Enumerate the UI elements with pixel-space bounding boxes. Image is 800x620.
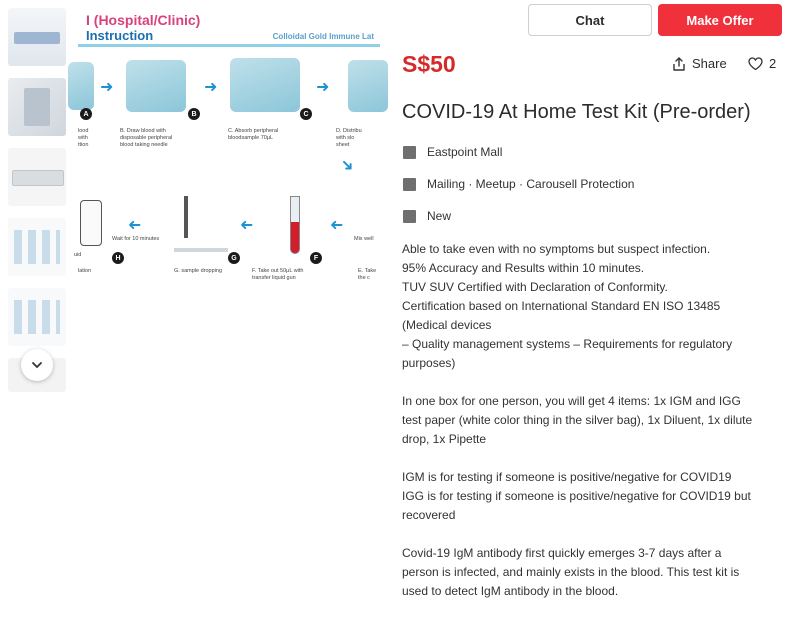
thumbnail-strip <box>8 8 66 404</box>
step-h-flu-label: uid <box>74 252 82 258</box>
share-button[interactable] <box>672 56 727 71</box>
arrow-icon: ➜ <box>316 79 330 96</box>
sample-plate-illustration <box>174 248 228 252</box>
arrow-left-icon: ➜ <box>240 217 254 234</box>
step-badge-f: F <box>310 252 322 264</box>
chat-button[interactable]: Chat <box>528 4 652 36</box>
step-b-illustration <box>126 60 186 112</box>
step-h-caption: lation <box>78 268 92 274</box>
arrow-left-icon: ➜ <box>330 217 344 234</box>
meta-condition <box>403 209 451 223</box>
description-paragraph: IGM is for testing if someone is positive/negative for COVID19 IGG is for testing if someone is positive/negative for COVID19 but recovered <box>402 470 751 522</box>
description-paragraph: In one box for one person, you will get 4 items: 1x IGM and IGG test paper (white color thing in the silver bag), 1x Diluent, 1x dilute drop, 1x Pipette <box>402 394 753 446</box>
test-cassette-illustration <box>80 200 102 246</box>
meta-delivery <box>403 177 634 191</box>
arrow-icon: ➜ <box>204 79 218 96</box>
thumbnail-2[interactable] <box>8 78 66 136</box>
step-f-caption: F. Take out 50μL with transfer liquid gun <box>252 268 304 281</box>
dropper-illustration <box>184 196 188 238</box>
step-d-caption: D. Distribu with slo sheet <box>336 128 362 148</box>
step-badge-g: G <box>228 252 240 264</box>
thumbnail-5[interactable] <box>8 288 66 346</box>
step-badge-c: C <box>300 108 312 120</box>
step-d-illustration <box>348 60 388 112</box>
step-c-illustration <box>230 58 300 112</box>
arrow-icon: ➜ <box>100 79 114 96</box>
step-e-caption: E. Take the c <box>358 268 377 281</box>
arrow-down-icon: ➜ <box>336 154 358 177</box>
delivery-icon <box>403 178 416 191</box>
make-offer-button[interactable]: Make Offer <box>658 4 782 36</box>
image-subtitle: Instruction <box>86 28 154 43</box>
step-a-illustration <box>68 62 94 110</box>
listing-title: COVID-19 At Home Test Kit (Pre-order) <box>402 101 751 123</box>
meta-condition-text: New <box>427 209 452 223</box>
step-a-caption: lood with ttion <box>78 128 89 148</box>
description-paragraph: Able to take even with no symptoms but suspect infection. 95% Accuracy and Results within 10 minutes. TUV SUV Certified with Declaration of Conformity. Certification based on International Standard EN ISO 13485 (Medical devices – Quality management systems – Requirements for regulatory purposes) <box>402 242 733 370</box>
heart-icon <box>748 57 763 71</box>
thumbnail-4[interactable] <box>8 218 66 276</box>
thumbnail-1[interactable] <box>8 8 66 66</box>
share-label: Share <box>692 56 727 71</box>
meta-location-text: Eastpoint Mall <box>427 145 503 159</box>
step-b-caption: B. Draw blood with disposable peripheral blood taking needle <box>120 128 173 148</box>
share-icon <box>672 57 686 71</box>
image-brand: Colloidal Gold Immune Lat <box>272 32 374 41</box>
step-badge-a: A <box>80 108 92 120</box>
location-icon <box>403 146 416 159</box>
description-paragraph: Covid-19 IgM antibody first quickly emerges 3-7 days after a person is infected, and mainly exists in the blood. This test kit is used to detect IgM antibody in the blood. <box>402 546 740 598</box>
like-button[interactable] <box>748 56 776 71</box>
thumbnail-3[interactable] <box>8 148 66 206</box>
chevron-down-icon <box>30 358 44 372</box>
listing-description <box>402 240 786 620</box>
step-badge-b: B <box>188 108 200 120</box>
arrow-left-icon: ➜ <box>128 217 142 234</box>
step-badge-h: H <box>112 252 124 264</box>
main-product-image[interactable] <box>74 0 380 300</box>
meta-delivery-text: Mailing · Meetup · Carousell Protection <box>427 177 635 191</box>
mix-caption: Mix well <box>354 236 374 242</box>
thumbnail-scroll-down-button[interactable] <box>21 349 53 381</box>
meta-location <box>403 145 502 159</box>
pipette-illustration <box>290 196 300 254</box>
listing-price: S$50 <box>402 51 456 77</box>
wait-caption: Wait for 10 minutes <box>112 236 160 242</box>
step-g-caption: G. sample dropping <box>174 268 222 274</box>
like-count: 2 <box>769 56 777 71</box>
step-c-caption: C. Absorb peripheral bloodsample 70μL <box>228 128 279 141</box>
image-title: I (Hospital/Clinic) <box>86 12 201 28</box>
image-divider <box>78 44 380 47</box>
condition-icon <box>403 210 416 223</box>
